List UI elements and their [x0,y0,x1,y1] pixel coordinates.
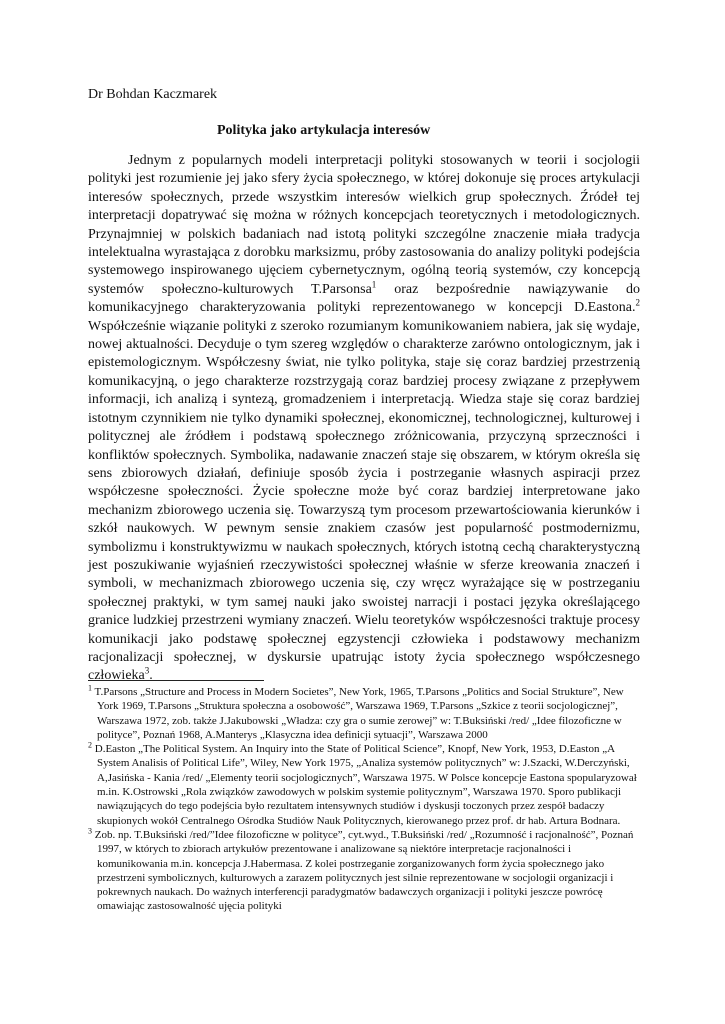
body-text-segment: Współcześnie wiązanie polityki z szeroko rozumianym komunikowaniem nabiera, jak się wydaje, nowej aktualności. Decyduje o tym szereg względów o charakterze zarówno ontologicznym, jak i epistemologicznym. Współczesny świat, nie tylko polityka, staje się coraz bardziej przestrzenią komunikacyjną, o jego charakterze rozstrzygają coraz bardziej procesy związane z przepływem informacji, ich analizą i syntezą, gromadzeniem i interpretacją. Wiedza staje się coraz bardziej istotnym czynnikiem nie tylko dynamiki społecznej, ekonomicznej, technologicznej, kulturowej i politycznej ale źródłem i podstawą społecznego zróżnicowania, przyczyną sprzeczności i konfliktów społecznych. Symbolika, nadawanie znaczeń staje się obszarem, w którym określa się sens zbiorowych działań, definiuje sposób życia i postrzeganie własnych aspiracji przez współczesne społeczności. Życie społeczne może być coraz bardziej interpretowane jako mechanizm zbiorowego uczenia się. Towarzyszą tym procesom przewartościowania kierunków i szkół naukowych. W pewnym sensie znakiem czasów jest popularność postmodernizmu, symbolizmu i konstruktywizmu w naukach społecznych, których istotną cechą charakterystyczną jest poszukiwanie wyjaśnień rzeczywistości społecznej właśnie w sferze kreowania znaczeń i symboli, w mechanizmach zbiorowego uczenia się, czy wręcz wyrażające się w postrzeganiu społecznej praktyki, w tym samej nauki jako swoistej narracji i postaci języka określającego granice ludzkiej przestrzeni wymiany znaczeń. Wielu teoretyków współczesności traktuje procesy komunikacji jako podstawę społecznej egzystencji człowieka i podstawowy mechanizm racjonalizacji społecznej, w dyskursie upatrując istoty życia społecznego współczesnego człowieka [88,318,640,684]
author-name: Dr Bohdan Kaczmarek [88,87,218,102]
body-text-segment: . [149,668,153,684]
footnote-reference[interactable]: 2 [635,297,640,308]
footnote-separator [88,680,264,681]
footnote-reference[interactable]: 1 [371,279,377,290]
body-text-segment: Jednym z popularnych modeli interpretacji polityki stosowanych w teorii i socjologii polityki jest rozumienie jej jako sfery życia społecznego, w której dokonuje się proces artykulacji interesów społecznych, przede wszystkim interesów wielkich grup społecznych. Źródeł tej interpretacji dopatrywać się można w różnych koncepcjach teoretycznych i metodologicznych. Przynajmniej w polskich badaniach nad istotą polityki szczególne znaczenie miała tradycja intelektualna wyrastająca z dorobku marksizmu, próby zastosowania do analizy polityki podejścia systemowego inspirowanego ujęciem cybernetycznym, ogólną teorią systemów, czy koncepcją systemów społeczno-kulturowych T.Parsonsa [88,153,640,297]
footnote-text: Zob. np. T.Buksiński /red/”Idee filozoficzne w polityce”, cyt.wyd., T.Buksiński /red/ „Rozumność i racjonalność”, Poznań 1997, w których to zbiorach artykułów prezentowane i analizowane są niektóre interpretacje racjonalności i komunikowania m.in. koncepcja J.Habermasa. Z kolei postrzeganie zorganizowanych form życia społecznego jako przestrzeni symbolicznych, kulturowych a zarazem politycznych jest silnie reprezentowane w socjologii organizacji i pokrewnych naukach. Do ważnych interferencji paradygmatów badawczych organizacji i polityki jeszcze powrócę omawiając zastosowalność ujęcia polityki [92,828,634,913]
footnote-number: 2 [88,740,92,750]
footnote-1 [88,685,640,742]
footnote-text: D.Easton „The Political System. An Inquiry into the State of Political Science”, Knopf, New York, 1953, D.Easton „A System Analisis of Political Life”, Wiley, New York 1975, „Analiza systemów politycznych” w: J.Szacki, W.Derczyński, A,Jasińska - Kania /red/ „Elementy teorii socjologicznych”, Warszawa 1975. W Polsce koncepcje Eastona spopularyzował m.in. K.Ostrowski „Rola związków zawodowych w polskim systemie politycznym”, Warszawa 1970. Sporo publikacji nawiązujących do tego podejścia było rezultatem intensywnych studiów i dyskusji toczonych przez zespół badaczy skupionych wokół Centralnego Ośrodka Studiów Nauk Politycznych, kierowanego przez prof. dr hab. Artura Bodnara. [92,743,637,827]
footnote-2 [88,742,640,828]
footnote-number: 1 [88,683,92,693]
footnote-reference[interactable]: 3 [144,665,150,676]
body-text-segment: oraz bezpośrednie nawiązywanie do komunikacyjnego charakteryzowania polityki reprezentowanego w koncepcji D.Eastona. [88,281,640,316]
footnote-number: 3 [88,826,92,836]
body-paragraph [88,152,640,686]
footnote-text: T.Parsons „Structure and Process in Modern Societes”, New York, 1965, T.Parsons „Politics and Social Strukture”, New York 1969, T.Parsons „Struktura społeczna a osobowość”, Warszawa 1969, T.Parsons „Szkice z teorii socjologicznej”, Warszawa 1972, zob. także J.Jakubowski „Władza: czy gra o sumie zerowej” w: T.Buksiński /red/ „Idee filozoficzne w polityce”, Poznań 1968, A.Manterys „Klasyczna idea definicji sytuacji”, Warszawa 2000 [92,686,624,741]
footnotes-section [88,685,640,914]
document-title: Polityka jako artykulacja interesów [217,123,431,138]
footnote-3 [88,828,640,914]
